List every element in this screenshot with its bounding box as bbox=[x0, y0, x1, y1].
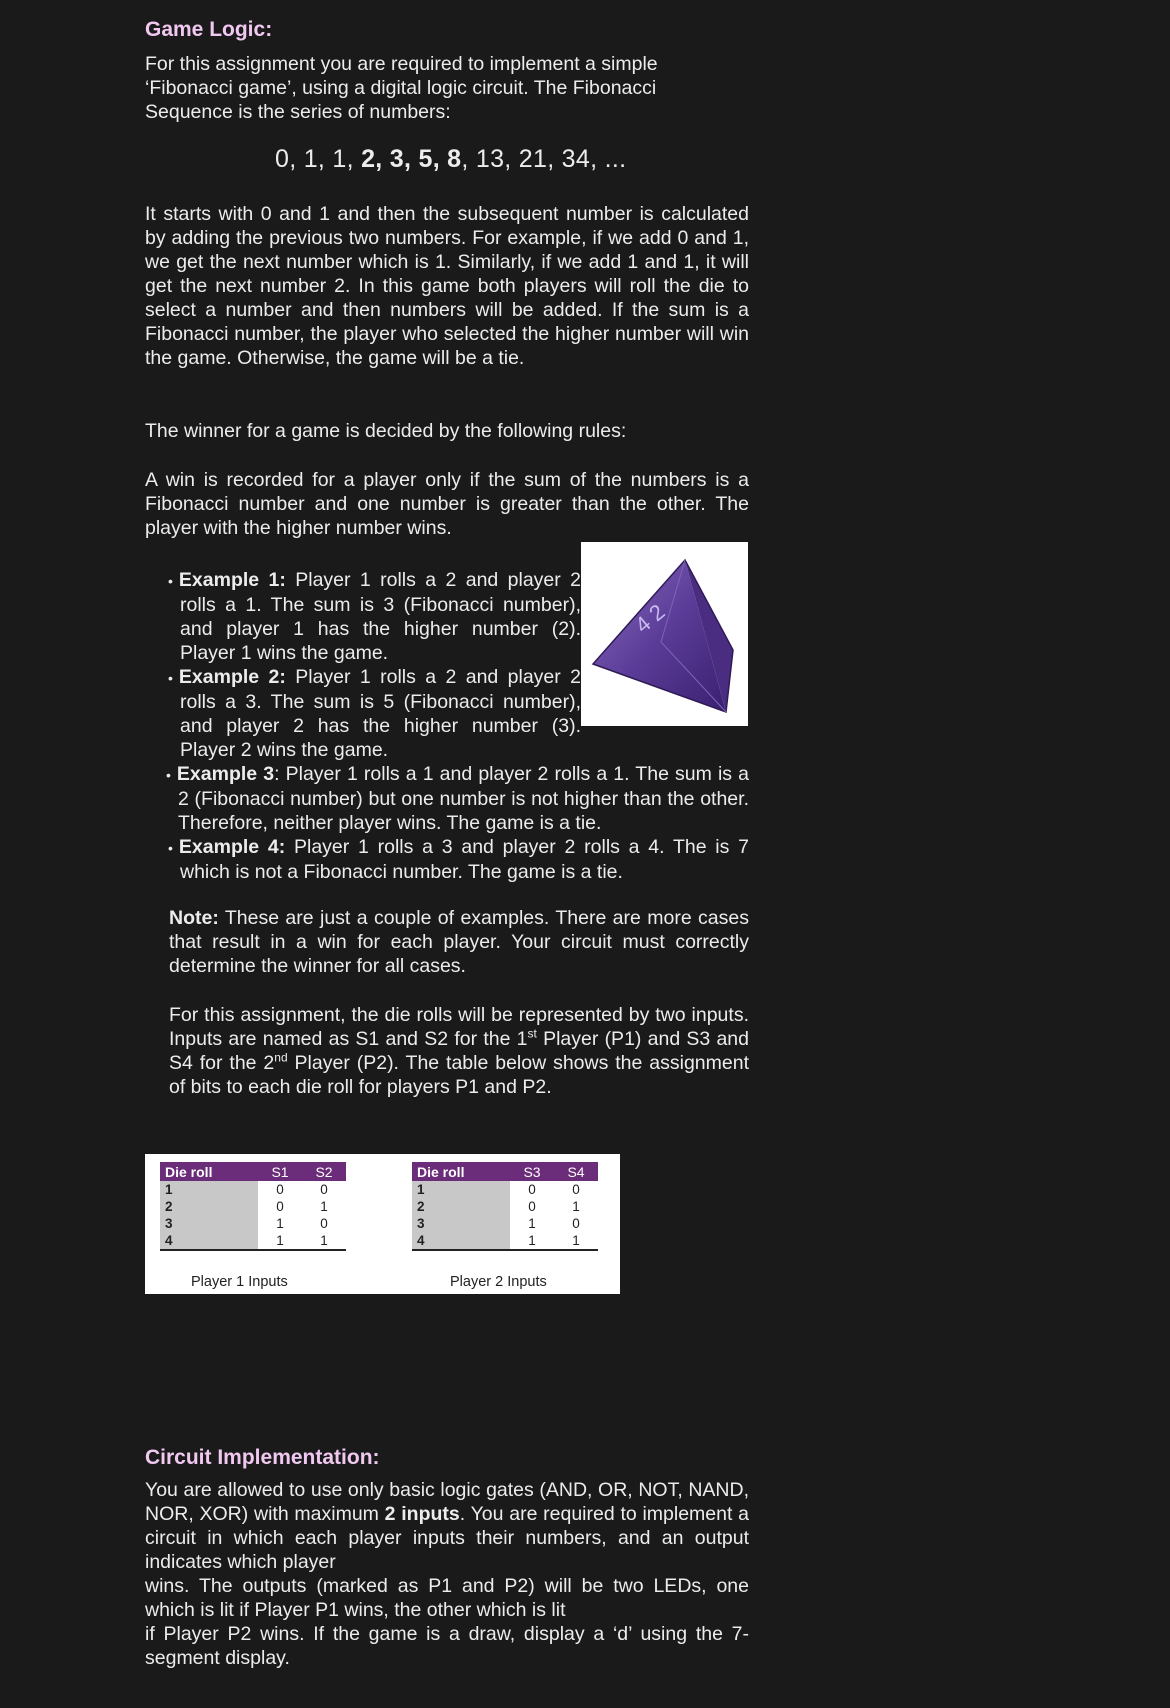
table-row bbox=[412, 1232, 598, 1250]
circuit-bold: 2 inputs bbox=[384, 1503, 460, 1525]
input-tables-figure bbox=[145, 1154, 620, 1294]
header-s4: S4 bbox=[554, 1162, 598, 1181]
game-logic-heading: Game Logic: bbox=[145, 18, 273, 41]
circuit-paragraph-3: if Player P2 wins. If the game is a draw, display a ‘d’ using the 7-segment display. bbox=[145, 1623, 749, 1669]
cell: 1 bbox=[320, 1199, 328, 1214]
example-item: • Example 2: Player 1 rolls a 2 and player 2 rolls a 3. The sum is 5 (Fibonacci number), and player 2 has the higher number (3). Player 2 wins the game. bbox=[168, 666, 581, 761]
note-paragraph bbox=[169, 906, 749, 978]
cell: 0 bbox=[276, 1199, 284, 1214]
inputs-text-a: For this assignment, the die rolls will be represented by two inputs. Inputs are named as S1 and S2 for the 1 bbox=[169, 1004, 749, 1050]
player2-table bbox=[412, 1162, 598, 1251]
cell: 4 bbox=[412, 1232, 510, 1250]
player2-caption: Player 2 Inputs bbox=[450, 1274, 547, 1290]
inputs-text-c: Player (P2). The table below shows the assignment of bits to each die roll for players P1 and P2. bbox=[169, 1052, 749, 1098]
cell: 1 bbox=[510, 1232, 554, 1250]
sup-st: st bbox=[527, 1026, 537, 1041]
inputs-text-b: Player (P1) and S3 and S4 for the 2 bbox=[169, 1028, 749, 1074]
example-item: • Example 3: Player 1 rolls a 1 and player 2 rolls a 1. The sum is a 2 (Fibonacci number) but one number is not higher than the other. Therefore, neither player wins. The game is a tie. bbox=[166, 763, 749, 834]
cell: 0 bbox=[276, 1182, 284, 1197]
example-label: Example 2: bbox=[178, 666, 286, 688]
header-die-roll: Die roll bbox=[160, 1162, 258, 1181]
cell: 1 bbox=[554, 1232, 598, 1250]
circuit-text-a: You are allowed to use only basic logic gates (AND, OR, NOT, NAND, NOR, XOR) with maximum bbox=[145, 1479, 749, 1525]
table-row bbox=[160, 1232, 346, 1250]
player1-caption: Player 1 Inputs bbox=[191, 1274, 288, 1290]
table-row bbox=[160, 1181, 346, 1198]
cell: 0 bbox=[528, 1182, 536, 1197]
rules-intro: The winner for a game is decided by the following rules: bbox=[145, 420, 627, 442]
cell: 1 bbox=[302, 1232, 346, 1250]
cell: 0 bbox=[320, 1182, 328, 1197]
cell: 4 bbox=[160, 1232, 258, 1250]
table-row bbox=[160, 1215, 346, 1232]
cell: 3 bbox=[412, 1215, 510, 1232]
table-row bbox=[412, 1181, 598, 1198]
note-text: These are just a couple of examples. There are more cases that result in a win for each player. Your circuit must correctly determine the winner for all cases. bbox=[169, 907, 749, 977]
explanation-paragraph: It starts with 0 and 1 and then the subsequent number is calculated by adding the previous two numbers. For example, if we add 0 and 1, we get the next number which is 1. Similarly, if we add 1 and 1, it will get the next number 2. In this game both players will roll the die to select a number and then numbers will be added. If the sum is a Fibonacci number, the player who selected the higher number will win the game. Otherwise, the game will be a tie. bbox=[145, 203, 749, 369]
tetrahedral-die-image bbox=[581, 542, 748, 726]
cell: 0 bbox=[528, 1199, 536, 1214]
cell: 1 bbox=[528, 1216, 536, 1231]
cell: 2 bbox=[412, 1198, 510, 1215]
table-row bbox=[160, 1198, 346, 1215]
circuit-section bbox=[145, 1444, 749, 1670]
game-logic-section bbox=[145, 16, 749, 124]
circuit-paragraph-2: wins. The outputs (marked as P1 and P2) will be two LEDs, one which is lit if Player P1 wins, the other which is lit bbox=[145, 1575, 749, 1621]
player1-table bbox=[160, 1162, 346, 1251]
inputs-paragraph bbox=[169, 1003, 749, 1099]
intro-paragraph: For this assignment you are required to implement a simple ‘Fibonacci game’, using a digital logic circuit. The Fibonacci Sequence is the series of numbers: bbox=[145, 53, 658, 123]
sup-nd: nd bbox=[274, 1050, 288, 1065]
cell: 1 bbox=[160, 1181, 258, 1198]
circuit-text-b: . You are required to implement a circuit in which each player inputs their numbers, and an output indicates which player bbox=[145, 1503, 749, 1573]
example-text: Player 1 rolls a 2 and player 2 rolls a 3. The sum is 5 (Fibonacci number), and player 2 has the higher number (3). Player 2 wins the game. bbox=[180, 666, 581, 761]
circuit-heading: Circuit Implementation: bbox=[145, 1446, 380, 1469]
cell: 3 bbox=[160, 1215, 258, 1232]
example-text: : Player 1 rolls a 1 and player 2 rolls a 1. The sum is a 2 (Fibonacci number) but one number is not higher than the other. Therefore, neither player wins. The game is a tie. bbox=[178, 763, 749, 834]
table-row bbox=[412, 1198, 598, 1215]
example-label: Example 1: bbox=[178, 569, 286, 591]
example-label: Example 3 bbox=[176, 763, 275, 785]
sequence-part1: 0, 1, 1, bbox=[275, 145, 362, 173]
header-s2: S2 bbox=[302, 1162, 346, 1181]
header-s3: S3 bbox=[510, 1162, 554, 1181]
cell: 1 bbox=[572, 1199, 580, 1214]
cell: 0 bbox=[572, 1182, 580, 1197]
header-die-roll: Die roll bbox=[412, 1162, 510, 1181]
sequence-part2: , 13, 21, 34, ... bbox=[461, 145, 627, 173]
circuit-paragraph-1 bbox=[145, 1478, 749, 1574]
example-label: Example 4: bbox=[178, 836, 286, 858]
example-item: • Example 4: Player 1 rolls a 3 and player 2 rolls a 4. The is 7 which is not a Fibonacci number. The game is a tie. bbox=[168, 836, 749, 883]
cell: 1 bbox=[276, 1216, 284, 1231]
cell: 0 bbox=[572, 1216, 580, 1231]
rule-paragraph: A win is recorded for a player only if the sum of the numbers is a Fibonacci number and one number is greater than the other. The player with the higher number wins. bbox=[145, 469, 749, 539]
table-row bbox=[412, 1215, 598, 1232]
note-label: Note: bbox=[169, 907, 219, 929]
die-numbers: 4 2 bbox=[630, 599, 670, 638]
sequence-bold: 2, 3, 5, 8 bbox=[361, 145, 462, 173]
example-item: • Example 1: Player 1 rolls a 2 and player 2 rolls a 1. The sum is 3 (Fibonacci number), and player 1 has the higher number (2). Player 1 wins the game. bbox=[168, 569, 581, 664]
fibonacci-sequence bbox=[275, 145, 626, 174]
cell: 2 bbox=[160, 1198, 258, 1215]
cell: 1 bbox=[412, 1181, 510, 1198]
cell: 0 bbox=[320, 1216, 328, 1231]
header-s1: S1 bbox=[258, 1162, 302, 1181]
example-text: Player 1 rolls a 3 and player 2 rolls a 4. The is 7 which is not a Fibonacci number. The game is a tie. bbox=[180, 836, 749, 883]
cell: 1 bbox=[258, 1232, 302, 1250]
example-text: Player 1 rolls a 2 and player 2 rolls a 1. The sum is 3 (Fibonacci number), and player 1 has the higher number (2). Player 1 wins the game. bbox=[180, 569, 581, 664]
